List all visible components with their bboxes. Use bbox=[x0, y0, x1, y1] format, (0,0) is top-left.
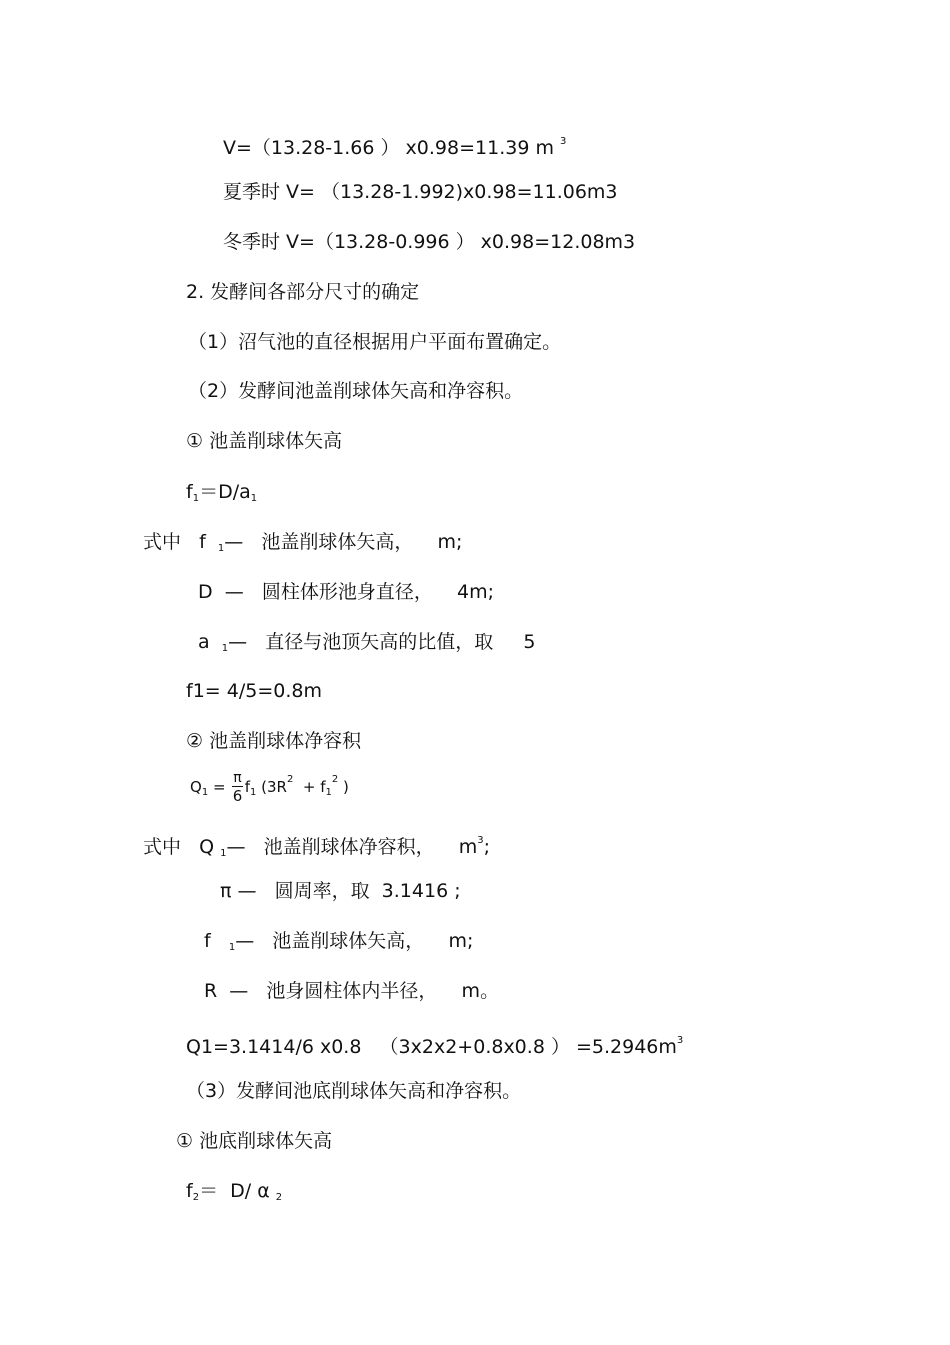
definition-q1: 式中 Q $_1$— 池盖削球体净容积， $m^3$; bbox=[143, 835, 491, 859]
section-heading-2: 2. 发酵间各部分尺寸的确定 bbox=[186, 281, 420, 303]
definition-a1: a $_1$— 直径与池顶矢高的比值，取 5 bbox=[198, 631, 536, 654]
q1-result: Q1=3.1414/6 x0.8 （3x2x2+0.8x0.8 ） $=5.2946m^3$ bbox=[186, 1035, 684, 1058]
item-3-text: （3）发酵间池底削球体矢高和净容积。 bbox=[186, 1080, 522, 1102]
definition-f1: 式中 f $_1$— 池盖削球体矢高， m; bbox=[143, 531, 463, 554]
formula-f1: $f_1=D/a_1$ bbox=[186, 481, 258, 504]
volume-formula-q1: $Q_1$ = $\frac{\pi}{6}$ $f_1$ ($3R^2 + f_1^2$ ) bbox=[190, 770, 349, 805]
definition-r: R — 池身圆柱体内半径， m。 bbox=[204, 980, 500, 1002]
sub-item-3-heading: ① 池底削球体矢高 bbox=[176, 1130, 333, 1152]
pi-over-6-fraction: $\frac{\pi}{6}$ bbox=[232, 770, 243, 805]
winter-volume-line: 冬季时 V=（13.28-0.996 ） x0.98=12.08m3 bbox=[223, 231, 636, 253]
summer-volume-line: 夏季时 V= （13.28-1.992)x0.98=11.06m3 bbox=[223, 181, 618, 203]
item-2-text: （2）发酵间池盖削球体矢高和净容积。 bbox=[188, 380, 524, 402]
formula-f2: $f_2= D/$ α $_2$ bbox=[186, 1180, 283, 1203]
f1-result: f1= 4/5=0.8m bbox=[186, 680, 322, 702]
volume-line: V=（13.28-1.66 ） x0.98=11.39 m $^3$ bbox=[223, 136, 567, 159]
sub-item-2-heading: ② 池盖削球体净容积 bbox=[186, 730, 362, 752]
item-1-text: （1）沼气池的直径根据用户平面布置确定。 bbox=[188, 331, 562, 353]
definition-f1-repeat: f $_1$— 池盖削球体矢高， m; bbox=[204, 930, 474, 953]
definition-d: D — 圆柱体形池身直径， 4m; bbox=[198, 581, 494, 603]
definition-pi: π — 圆周率，取 3.1416 ; bbox=[220, 880, 461, 902]
sub-item-1-heading: ① 池盖削球体矢高 bbox=[186, 430, 343, 452]
